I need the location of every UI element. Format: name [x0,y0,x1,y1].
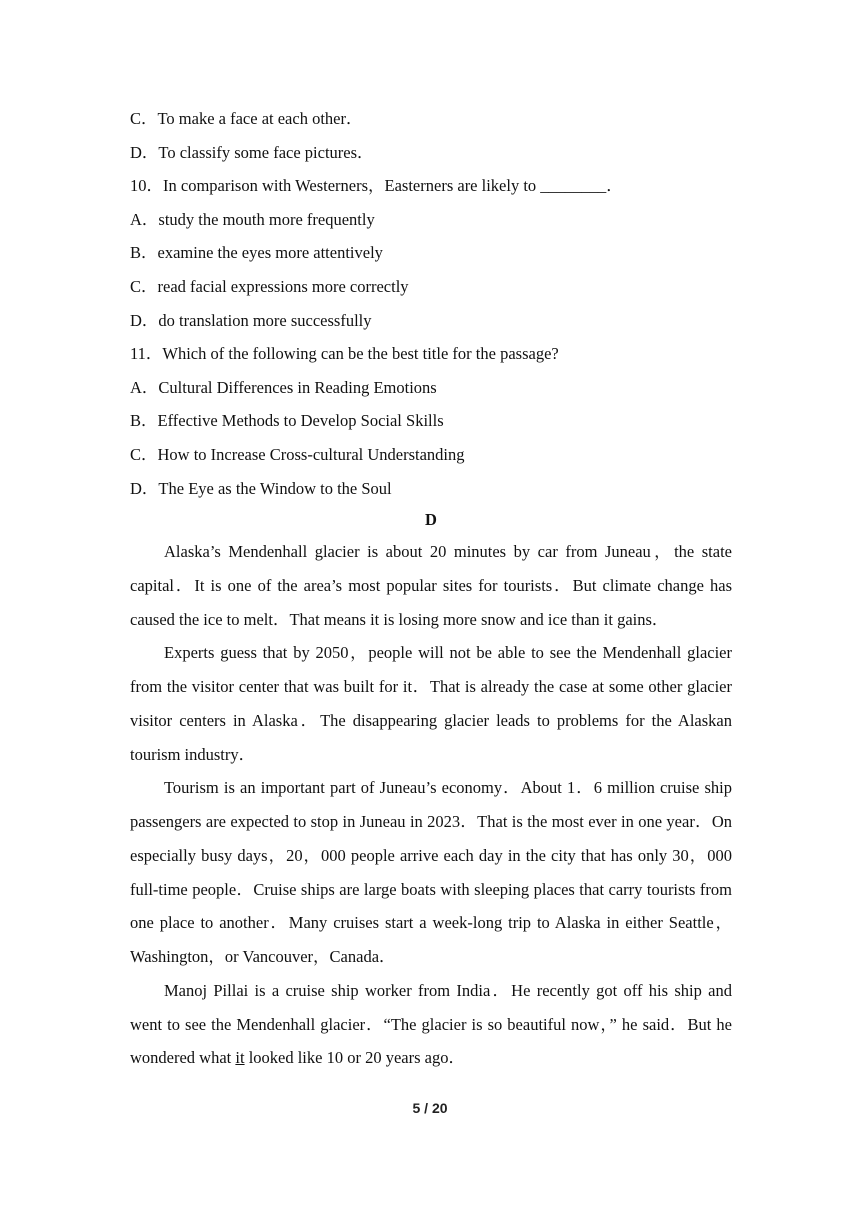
option-11a: A．Cultural Differences in Reading Emotions [130,377,437,397]
option-11c: C．How to Increase Cross-cultural Understanding [130,444,465,464]
passage-paragraph-1: Alaska’s Mendenhall glacier is about 20 minutes by car from Juneau，the state capital．It is one of the area’s most popular sites for tourists．But climate change has caused the ice to melt．That means it is losing more snow and ice than it gains． [130,542,732,629]
option-10a: A．study the mouth more frequently [130,209,375,229]
option-11d: D．The Eye as the Window to the Soul [130,478,392,498]
question-10: 10．In comparison with Westerners，Easterners are likely to ________． [130,176,623,196]
passage-paragraph-2: Experts guess that by 2050，people will not be able to see the Mendenhall glacier from the visitor center that was built for it．That is already the case at some other glacier visitor centers in Alaska．The disappearing glacier leads to problems for the Alaskan tourism industry． [130,643,732,764]
page-content [130,102,732,1075]
option-9c: C．To make a face at each other． [130,109,363,128]
option-10c: C．read facial expressions more correctly [130,276,409,296]
paragraph-4-text-end: looked like 10 or 20 years ago． [244,1048,465,1068]
passage-paragraph-3: Tourism is an important part of Juneau’s economy．About 1．6 million cruise ship passengers are expected to stop in Juneau in 2023．That is the most ever in one year．On especially busy days，20，000 people arrive each day in the city that has only 30，000 full-time people．Cruise ships are large boats with sleeping places that carry tourists from one place to another．Many cruises start a week-long trip to Alaska in either Seattle，Washington，or Vancouver，Canada． [130,778,732,967]
option-10d: D．do translation more successfully [130,310,372,330]
page-number: 5 / 20 [412,1100,448,1116]
section-title: D [425,510,437,530]
passage-paragraph-4 [130,974,732,1075]
underlined-word-it: it [235,1048,245,1068]
paragraph-4-text-start: Manoj Pillai is a cruise ship worker from India．He recently got off his ship and went to see the Mendenhall glacier．“The glacier is so beautiful now，” he said．But he wondered what [130,980,732,1068]
question-11: 11．Which of the following can be the best title for the passage? [130,344,559,364]
option-11b: B．Effective Methods to Develop Social Skills [130,411,444,431]
option-10b: B．examine the eyes more attentively [130,243,383,263]
option-9d: D．To classify some face pictures． [130,142,374,162]
